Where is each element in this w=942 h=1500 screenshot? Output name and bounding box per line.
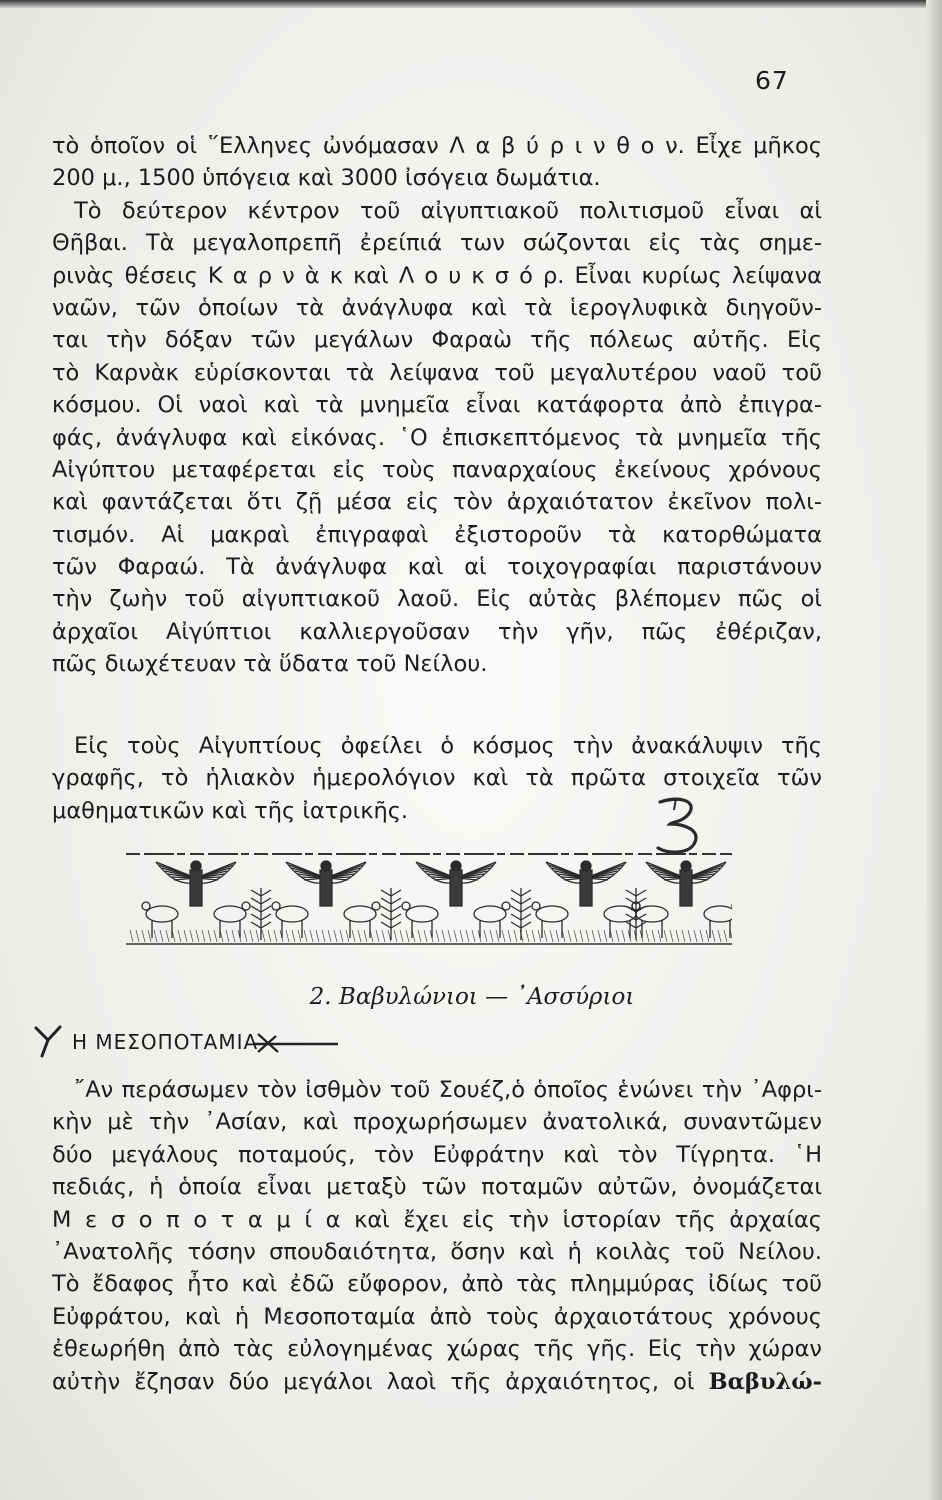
- subtitle-mesopotamia: Η ΜΕΣΟΠΟΤΑΜΙΑ: [72, 1030, 259, 1054]
- text-line: ᾿Ανατολῆς τόσην σπουδαιότητα, ὅσην καὶ ἡ κοιλὰς τοῦ Νείλου.: [52, 1238, 822, 1265]
- text-line: πεδιάς, ἡ ὁποία εἶναι μεταξὺ τῶν ποταμῶν αὐτῶν, ὀνομάζεται: [52, 1174, 822, 1201]
- text-line: ται τὴν δόξαν τῶν μεγάλων Φαραὼ τῆς πόλεως αὐτῆς. Εἰς: [52, 327, 822, 354]
- text-line: κὴν μὲ τὴν ᾿Ασίαν, καὶ προχωρήσωμεν ἀνατολικά, συναντῶμεν: [52, 1109, 822, 1136]
- text-line: μαθηματικῶν καὶ τῆς ἰατρικῆς.: [52, 797, 409, 824]
- text-line-final-bold: Βαβυλώ-: [708, 1368, 822, 1395]
- text-line: τῶν Φαραώ. Τὰ ἀνάγλυφα καὶ αἱ τοιχογραφίαι παριστάνουν: [52, 554, 822, 581]
- text-line: κόσμου. Οἱ ναοὶ καὶ τὰ μνημεῖα εἶναι κατάφορτα ἀπὸ ἐπιγρα-: [52, 392, 822, 419]
- text-line: καὶ φαντάζεται ὅτι ζῇ μέσα εἰς τὸν ἀρχαιότατον ἐκεῖνον πολι-: [52, 489, 822, 516]
- assyrian-frieze-illustration: [126, 848, 732, 946]
- text-line: πῶς διωχέτευαν τὰ ὕδατα τοῦ Νείλου.: [52, 651, 488, 678]
- text-line: φάς, ἀνάγλυφα καὶ εἰκόνας. ῾Ο ἐπισκεπτόμενος τὰ μνημεῖα τῆς: [52, 424, 822, 451]
- text-line: Εἰς τοὺς Αἰγυπτίους ὀφείλει ὁ κόσμος τὴν ἀνακάλυψιν τῆς: [74, 733, 822, 759]
- page-number: 67: [755, 66, 789, 95]
- text-line: ἐθεωρήθη ἀπὸ τὰς εὐλογημένας χώρας τῆς γῆς. Εἰς τὴν χώραν: [52, 1336, 822, 1363]
- text-line: Τὸ ἔδαφος ἦτο καὶ ἐδῶ εὔφορον, ἀπὸ τὰς πλημμύρας ἰδίως τοῦ: [52, 1271, 822, 1298]
- text-line: Θῆβαι. Τὰ μεγαλοπρεπῆ ἐρείπιά των σώζονται εἰς τὰς σημε-: [52, 230, 822, 257]
- text-line: Μ ε σ ο π ο τ α μ ί α καὶ ἔχει εἰς τὴν ἱστορίαν τῆς ἀρχαίας: [52, 1206, 822, 1233]
- text-line: τὴν ζωὴν τοῦ αἰγυπτιακοῦ λαοῦ. Εἰς αὐτὰς βλέπομεν πῶς οἱ: [52, 586, 822, 613]
- text-line: ρινὰς θέσεις Κ α ρ ν ὰ κ καὶ Λ ο υ κ σ ό ρ. Εἶναι κυρίως λείψανα: [52, 262, 822, 289]
- text-line: 200 μ., 1500 ὑπόγεια καὶ 3000 ἰσόγεια δωμάτια.: [52, 165, 601, 192]
- section-title: 2. Βαβυλώνιοι — ᾿Ασσύριοι: [309, 984, 635, 1010]
- text-line: Εὐφράτου, καὶ ἡ Μεσοποταμία ἀπὸ τοὺς ἀρχαιοτάτους χρόνους: [52, 1303, 822, 1330]
- handwritten-mark-y: [30, 1024, 70, 1062]
- text-line: ναῶν, τῶν ὁποίων τὰ ἀνάγλυφα καὶ τὰ ἱερογλυφικὰ διηγοῦν-: [52, 294, 822, 321]
- text-line: δύο μεγάλους ποταμούς, τὸν Εὐφράτην καὶ τὸν Τίγρητα. ῾Η: [52, 1141, 822, 1168]
- paragraph-mesopotamia: [52, 1074, 822, 1398]
- paragraph-thebes: [52, 195, 822, 681]
- text-line: ἀρχαῖοι Αἰγύπτιοι καλλιεργοῦσαν τὴν γῆν, πῶς ἐθέριζαν,: [52, 618, 822, 645]
- text-line: τὸ ὁποῖον οἱ ῞Ελληνες ὠνόμασαν Λ α β ύ ρ ι ν θ ο ν. Εἶχε μῆκος: [52, 133, 822, 159]
- text-line: Τὸ δεύτερον κέντρον τοῦ αἰγυπτιακοῦ πολιτισμοῦ εἶναι αἱ: [74, 197, 822, 224]
- text-line: Αἰγύπτου μεταφέρεται εἰς τοὺς παναρχαίους ἐκείνους χρόνους: [52, 456, 822, 483]
- page-top-edge: [0, 0, 942, 8]
- handwritten-arrow-mark: [252, 1030, 342, 1060]
- text-line-final-plain: αὐτὴν ἔζησαν δύο μεγάλοι λαοὶ τῆς ἀρχαιότητος, οἱ: [52, 1368, 709, 1395]
- text-line: γραφῆς, τὸ ἡλιακὸν ἡμερολόγιον καὶ τὰ πρῶτα στοιχεῖα τῶν: [52, 765, 822, 792]
- page-right-edge: [926, 0, 942, 1500]
- text-line: τὸ Καρνὰκ εὑρίσκονται τὰ λείψανα τοῦ μεγαλυτέρου ναοῦ τοῦ: [52, 359, 822, 386]
- text-line: τισμόν. Αἱ μακραὶ ἐπιγραφαὶ ἐξιστοροῦν τὰ κατορθώματα: [52, 521, 822, 548]
- text-line-final: [52, 1366, 822, 1398]
- paragraph-labyrinth: [52, 130, 822, 195]
- text-line: ῎Αν περάσωμεν τὸν ἰσθμὸν τοῦ Σουέζ,ὁ ὁποῖος ἑνώνει τὴν ᾿Αφρι-: [74, 1077, 822, 1103]
